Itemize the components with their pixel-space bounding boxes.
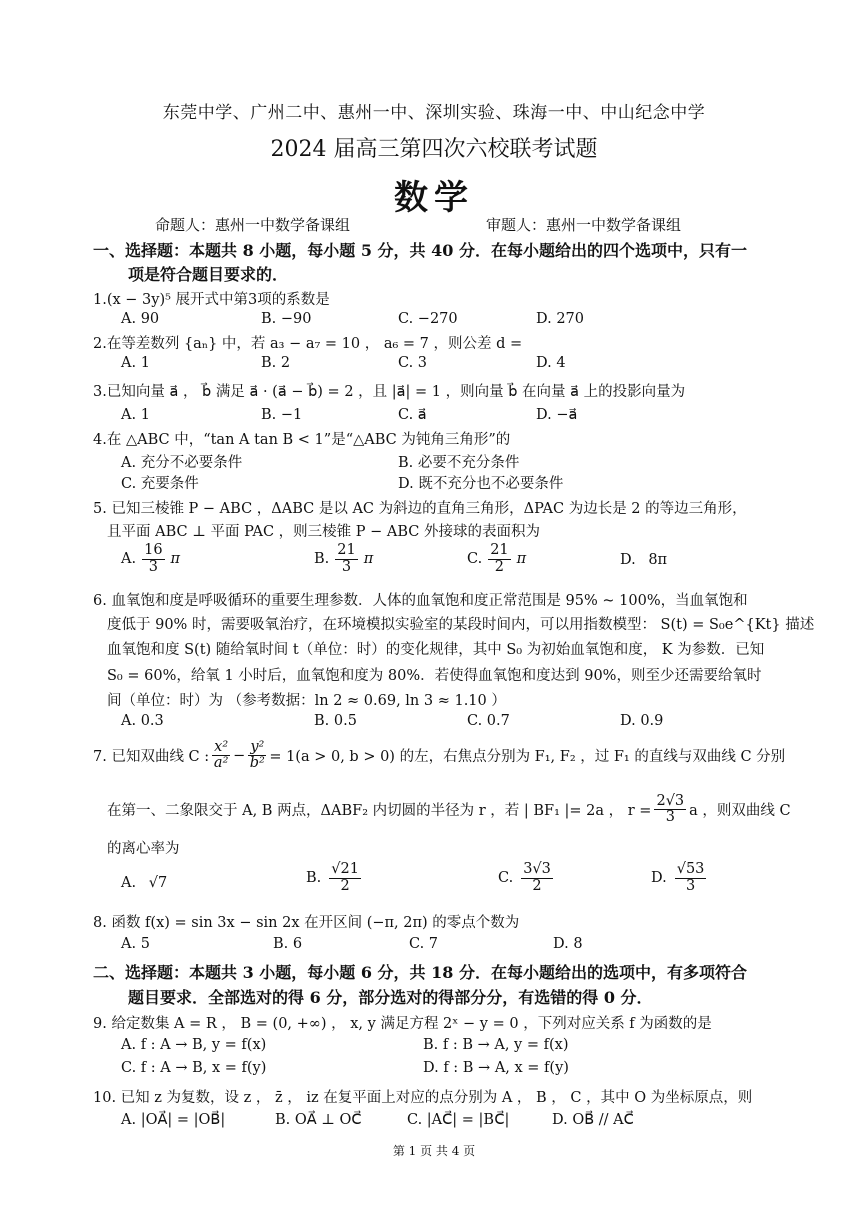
q1-option-b: B. −90 — [261, 311, 312, 327]
option-label: A. — [121, 875, 137, 891]
q8-option-d: D. 8 — [553, 936, 583, 952]
q2-option-d: D. 4 — [536, 355, 566, 371]
q7-line2 — [107, 794, 791, 825]
q6-option-c: C. 0.7 — [467, 713, 510, 729]
option-value: 8π — [648, 552, 668, 568]
q9-option-a: A. f : A → B, y = f(x) — [121, 1037, 267, 1053]
q10-option-b: B. OA⃗ ⊥ OC⃗ — [275, 1112, 362, 1128]
q6-line3: 血氧饱和度 S(t) 随给氧时间 t（单位：时）的变化规律，其中 S₀ 为初始血氧饱和度， K 为参数．已知 — [107, 642, 765, 658]
q7-option-d — [651, 862, 706, 895]
r-fraction — [654, 794, 686, 825]
q7-line2-prefix: 在第一、二象限交于 A, B 两点，ΔABF₂ 内切圆的半径为 r ，若 | BF₁ |= 2a ， r = — [107, 803, 652, 820]
numerator: 21 — [490, 542, 509, 558]
denominator: 3 — [685, 877, 696, 894]
q6-option-d: D. 0.9 — [620, 713, 664, 729]
q2-option-c: C. 3 — [398, 355, 428, 371]
q5-line2: 且平面 ABC ⊥ 平面 PAC ，则三棱锥 P − ABC 外接球的表面积为 — [107, 524, 540, 540]
q8-option-c: C. 7 — [409, 936, 439, 952]
numerator: 3√3 — [523, 861, 551, 877]
exam-title: 2024 届高三第四次六校联考试题 — [270, 137, 598, 162]
q3-option-d: D. −a⃗ — [536, 407, 578, 423]
q10-option-d: D. OB⃗ // AC⃗ — [552, 1112, 634, 1128]
q9-option-d: D. f : B → A, x = f(y) — [423, 1060, 569, 1076]
q4-option-b: B. 必要不充分条件 — [398, 455, 520, 471]
numerator: 2√3 — [656, 793, 685, 809]
denominator: 2 — [340, 877, 350, 894]
denominator: 3 — [148, 558, 158, 575]
numerator: 21 — [337, 542, 356, 558]
q8-stem: 8. 函数 f(x) = sin 3x − sin 2x 在开区间 (−π, 2π) 的零点个数为 — [93, 915, 520, 931]
q2-option-a: A. 1 — [121, 355, 150, 371]
fraction — [329, 862, 361, 895]
q3-option-a: A. 1 — [121, 407, 150, 423]
q4-option-c: C. 充要条件 — [121, 476, 199, 492]
option-value: √7 — [148, 875, 168, 891]
denominator: 3 — [665, 809, 675, 826]
pi-symbol: π — [516, 551, 527, 568]
option-label: A. — [121, 551, 137, 568]
schools-header: 东莞中学、广州二中、惠州一中、深圳实验、珠海一中、中山纪念中学 — [162, 103, 706, 123]
q4-option-d: D. 既不充分也不必要条件 — [398, 476, 564, 492]
q3-option-c: C. a⃗ — [398, 407, 427, 423]
q7-line1 — [93, 740, 785, 771]
q10-option-c: C. |AC⃗| = |BC⃗| — [407, 1112, 510, 1128]
option-label: B. — [306, 870, 322, 887]
q7-prefix: 7. 已知双曲线 C : — [93, 749, 210, 766]
option-label: C. — [467, 551, 483, 568]
q3-stem: 3.已知向量 a⃗ ， b⃗ 满足 a⃗ · (a⃗ − b⃗) = 2 ，且 |a⃗| = 1 ，则向量 b⃗ 在向量 a⃗ 上的投影向量为 — [93, 384, 686, 400]
numerator: √53 — [676, 861, 705, 877]
numerator: y² — [250, 739, 265, 755]
numerator: 16 — [144, 542, 163, 558]
q7-line3: 的离心率为 — [107, 841, 180, 857]
q8-option-a: A. 5 — [121, 936, 150, 952]
q1-stem: 1.(x − 3y)⁵ 展开式中第3项的系数是 — [93, 292, 330, 308]
denominator: a² — [213, 755, 229, 772]
q9-option-b: B. f : B → A, y = f(x) — [423, 1037, 569, 1053]
pi-symbol: π — [170, 551, 181, 568]
q5-option-d — [620, 552, 667, 568]
x-fraction — [212, 740, 230, 771]
q5-option-a — [121, 543, 180, 576]
fraction — [675, 862, 707, 895]
denominator: 3 — [341, 558, 352, 575]
denominator: 2 — [494, 558, 505, 575]
section1-heading: 一、选择题：本题共 8 小题，每小题 5 分，共 40 分．在每小题给出的四个选项中，只有一 — [93, 241, 747, 260]
q7-option-b — [306, 862, 361, 895]
fraction — [521, 862, 553, 895]
numerator: √21 — [331, 861, 359, 877]
q2-stem: 2.在等差数列 {aₙ} 中，若 a₃ − a₇ = 10 ， a₆ = 7 ，则公差 d = — [93, 336, 523, 352]
q10-option-a: A. |OA⃗| = |OB⃗| — [121, 1112, 226, 1128]
q8-option-b: B. 6 — [273, 936, 303, 952]
option-label: C. — [498, 870, 514, 887]
q6-option-a: A. 0.3 — [121, 713, 164, 729]
denominator: b² — [249, 755, 265, 772]
q5-line1: 5. 已知三棱锥 P − ABC ，ΔABC 是以 AC 为斜边的直角三角形，ΔPAC 为边长是 2 的等边三角形， — [93, 501, 747, 517]
q10-stem: 10. 已知 z 为复数，设 z ， z̄ ， iz 在复平面上对应的点分别为 A ， B ， C ，其中 O 为坐标原点，则 — [93, 1090, 753, 1106]
q6-line2: 度低于 90% 时，需要吸氧治疗，在环境模拟实验室的某段时间内，可以用指数模型： S(t) = S₀e^{Kt} 描述 — [107, 617, 815, 633]
q6-line5: 间（单位：时）为 （参考数据：ln 2 ≈ 0.69, ln 3 ≈ 1.10 ） — [107, 693, 506, 709]
minus-sign: − — [233, 747, 246, 764]
q5-option-b — [314, 543, 373, 576]
section2-heading: 二、选择题：本题共 3 小题，每小题 6 分，共 18 分．在每小题给出的选项中，有多项符合 — [93, 963, 747, 982]
numerator: x² — [214, 739, 229, 755]
reviewer-line: 审题人：惠州一中数学备课组 — [486, 216, 682, 234]
q7-option-a — [121, 875, 167, 891]
q3-option-b: B. −1 — [261, 407, 303, 423]
subject-title: 数学 — [394, 178, 474, 218]
q2-option-b: B. 2 — [261, 355, 291, 371]
q7-option-c — [498, 862, 553, 895]
denominator: 2 — [532, 877, 542, 894]
q1-option-a: A. 90 — [121, 311, 160, 327]
fraction — [142, 543, 164, 576]
q6-option-b: B. 0.5 — [314, 713, 357, 729]
y-fraction — [248, 740, 266, 771]
q4-option-a: A. 充分不必要条件 — [121, 455, 243, 471]
q9-option-c: C. f : A → B, x = f(y) — [121, 1060, 267, 1076]
q1-option-c: C. −270 — [398, 311, 458, 327]
option-label: B. — [314, 551, 330, 568]
q9-stem: 9. 给定数集 A = R ， B = (0, +∞) ， x, y 满足方程 2ˣ − y = 0 ，下列对应关系 f 为函数的是 — [93, 1016, 712, 1032]
q6-line1: 6. 血氧饱和度是呼吸循环的重要生理参数．人体的血氧饱和度正常范围是 95% ~ 100%，当血氧饱和 — [93, 593, 748, 609]
setter-line: 命题人：惠州一中数学备课组 — [155, 216, 351, 234]
q7-suffix: = 1(a > 0, b > 0) 的左，右焦点分别为 F₁, F₂ ，过 F₁ 的直线与双曲线 C 分别 — [269, 749, 786, 766]
option-label: D. — [651, 870, 667, 887]
fraction — [488, 543, 510, 576]
fraction — [335, 543, 357, 576]
section1-heading-cont: 项是符合题目要求的． — [128, 265, 289, 284]
pi-symbol: π — [363, 551, 374, 568]
q1-option-d: D. 270 — [536, 311, 585, 327]
q5-option-c — [467, 543, 526, 576]
q4-stem: 4.在 △ABC 中，“tan A tan B < 1”是“△ABC 为钝角三角形”的 — [93, 432, 511, 448]
page-footer: 第 1 页 共 4 页 — [392, 1144, 476, 1158]
q6-line4: S₀ = 60%，给氧 1 小时后，血氧饱和度为 80%．若使得血氧饱和度达到 90%，则至少还需要给氧时 — [107, 668, 762, 684]
section2-heading-cont: 题目要求．全部选对的得 6 分，部分选对的得部分分，有选错的得 0 分． — [128, 988, 653, 1007]
option-label: D. — [620, 552, 636, 568]
q7-line2-suffix: a ，则双曲线 C — [689, 803, 791, 820]
